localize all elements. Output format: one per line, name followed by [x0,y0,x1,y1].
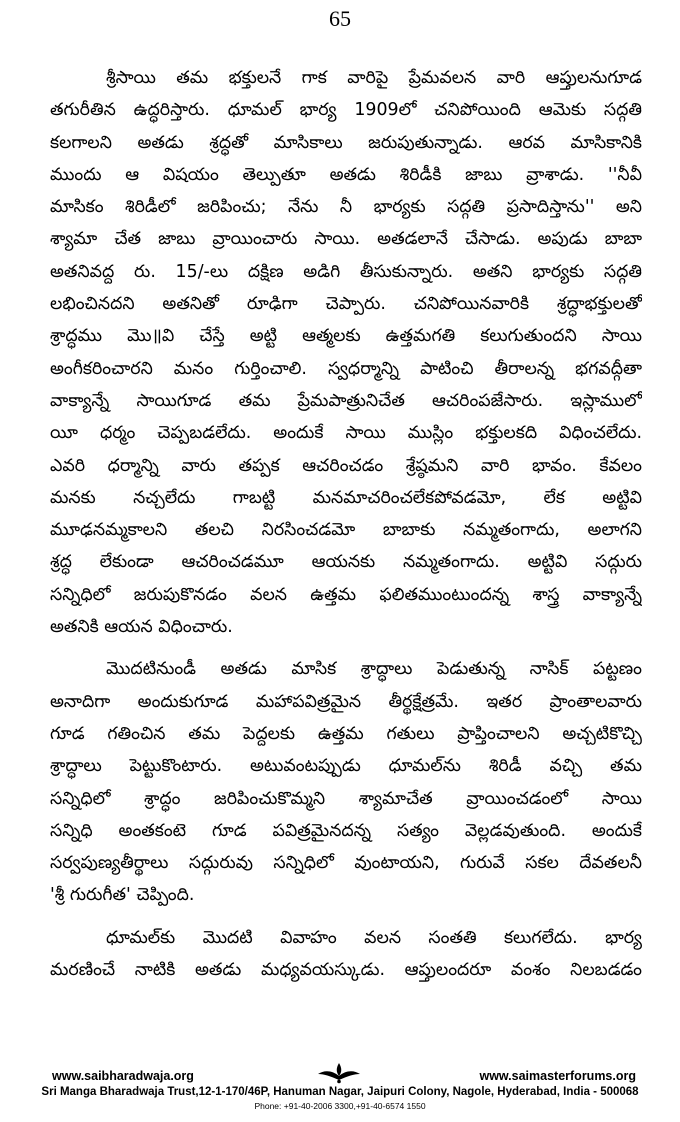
text-line: సర్వపుణ్యతీర్థాలు సద్గురువు సన్నిధిలో వుంటాయని, గురువే సకల దేవతలనీ [50,853,642,874]
text-line: ఎవరి ధర్మాన్ని వారు తప్పక ఆచరించడం శ్రేష్ఠమని వారి భావం. కేవలం [50,455,642,476]
text-line: ముందు ఆ విషయం తెల్పుతూ అతడు శిరిడీకి జాబు వ్రాశాడు. ''నీవీ [50,164,642,185]
text-line: శ్రీసాయి తమ భక్తులనే గాక వారిపై ప్రేమవలన వారి ఆప్తులనుగూడ [106,68,642,88]
text-line: మరణించే నాటికి అతడు మధ్యవయస్కుడు. ఆప్తులందరూ వంశం నిలబడడం [50,960,642,981]
text-line: వాక్యాన్నే సాయిగూడ తమ ప్రేమపాత్రునిచేత ఆచరింపజేసారు. ఇస్లాములో [50,390,642,411]
text-line: అతనివద్ద రు. 15/-లు దక్షిణ అడిగి తీసుకున్నారు. అతని భార్యకు సద్గతి [50,261,642,282]
text-line: మొదటినుండీ అతడు మాసిక శ్రాద్ధాలు పెడుతున్న నాసిక్ పట్టణం [106,659,642,680]
text-line: లభించినదని అతనితో రూఢిగా చెప్పారు. చనిపోయినవారికి శ్రద్ధాభక్తులతో [50,294,642,315]
text-line: శ్రాద్ధము మొ॥వి చేస్తే అట్టి ఆత్మలకు ఉత్తమగతి కలుగుతుందని సాయి [50,326,642,347]
text-line: సన్నిధి అంతకంటె గూడ పవిత్రమైనదన్న సత్యం వెల్లడవుతుంది. అందుకే [50,820,642,841]
text-line: శ్యామా చేత జాబు వ్రాయించారు సాయి. అతడలానే చేసాడు. అపుడు బాబా [50,229,642,250]
text-line: సన్నిధిలో శ్రాద్ధం జరిపించుకొమ్మని శ్యామాచేత వ్రాయించడంలో సాయి [50,788,642,809]
text-line: అనాదిగా అందుకుగూడ మహాపవిత్రమైన తీర్థక్షేత్రమే. ఇతర ప్రాంతాలవారు [50,691,642,712]
paragraph [50,922,642,987]
website-link-saibharadwaja[interactable]: www.saibharadwaja.org [52,1069,194,1083]
ornament-emblem-icon [314,1062,364,1084]
footer-address: Sri Manga Bharadwaja Trust,12-1-170/46P, Hanuman Nagar, Jaipuri Colony, Nagole, Hyderabad, India - 500068 [41,1086,639,1098]
text-line: కలగాలని అతడు శ్రద్ధతో మాసికాలు జరుపుతున్నాడు. ఆరవ మాసికానికి [50,132,642,153]
text-line: 'శ్రీ గురుగీత' చెప్పింది. [50,885,195,906]
text-line: తగురీతిన ఉద్ధరిస్తారు. ధూమల్ భార్య 1909లో చనిపోయింది ఆమెకు సద్గతి [50,100,642,121]
text-line: మూఢనమ్మకాలని తలచి నిరసించడమో బాబాకు నమ్మతంగాదు, అలాగని [50,520,642,541]
body-text [50,62,642,996]
text-line: శ్రాద్ధాలు పెట్టుకొంటారు. అటువంటప్పుడు ధూమల్‌ను శిరిడీ వచ్చి తమ [50,756,642,777]
text-line: గూడ గతించిన తమ పెద్దలకు ఉత్తమ గతులు ప్రాప్తించాలని అచ్చటికొచ్చి [50,723,642,744]
text-line: మాసికం శిరిడీలో జరిపించు; నేను నీ భార్యకు సద్గతి ప్రసాదిస్తాను'' అని [50,197,642,218]
text-line: ధూమల్‌కు మొదటి వివాహం వలన సంతతి కలుగలేదు. భార్య [106,927,642,948]
website-link-saimasterforums[interactable]: www.saimasterforums.org [479,1069,636,1083]
text-line: అతనికి ఆయన విధించారు. [50,617,233,638]
text-line: శ్రద్ధ లేకుండా ఆచరించడమూ ఆయనకు నమ్మతంగాదు. అట్టివి సద్గురు [50,552,642,573]
paragraph [50,653,642,911]
page-number: 65 [329,6,351,31]
page-footer [0,1062,680,1122]
text-line: మనకు నచ్చలేదు గాబట్టి మనమాచరించలేకపోవడమో, లేక అట్టివి [50,487,642,508]
text-line: సన్నిధిలో జరుపుకొనడం వలన ఉత్తమ ఫలితముంటుందన్న శాస్త్ర వాక్యాన్నే [50,584,642,605]
footer-phone: Phone: +91-40-2006 3300,+91-40-6574 1550 [254,1101,426,1111]
text-line: అంగీకరించారని మనం గుర్తించాలి. స్వధర్మాన్ని పాటించి తీరాలన్న భగవద్గీతా [50,358,642,379]
paragraph [50,62,642,643]
text-line: యీ ధర్మం చెప్పబడలేదు. అందుకే సాయి ముస్లిం భక్తులకది విధించలేదు. [50,423,642,444]
